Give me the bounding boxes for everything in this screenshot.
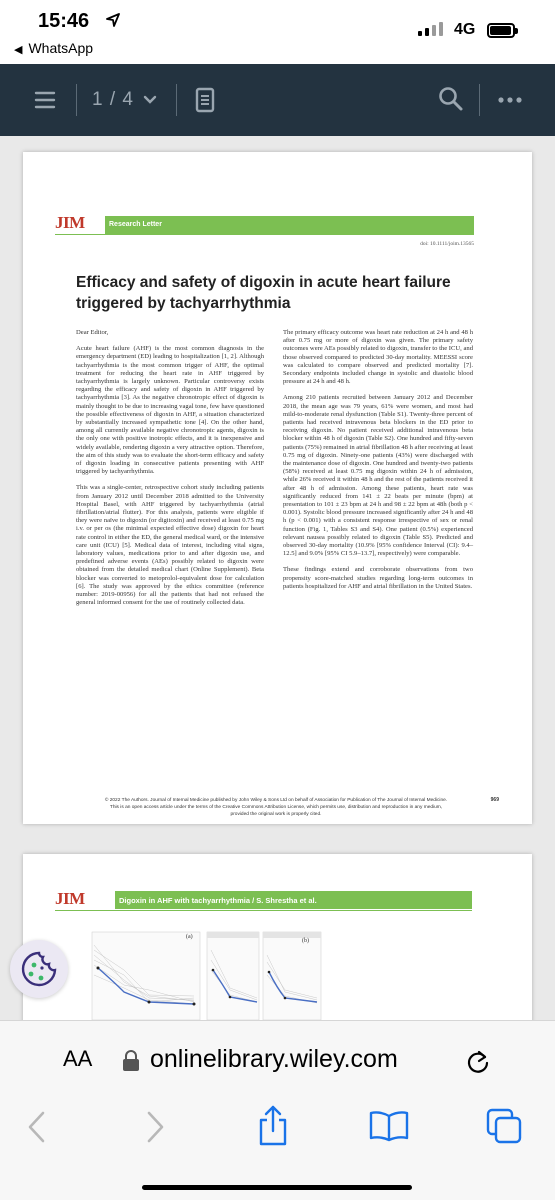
paragraph: This was a single-center, retrospective cohort study including patients from January 2012 until December 2018 admitted to the University Hospital Basel, with AHF triggered by tachyarrhythmia (atrial fibrillation/atrial flutter). For this analysis, patients were eligible if they were naïve to digoxin (or digitoxin) and received at least 0.75 mg i.v. or per os (the minimal expected effective dose) digoxin for heart rate control in either the ED, the general medical ward, or the intensive care unit (ICU) [5]. Medical data of interest, including vital signs, laboratory values, medications prior to and after digoxin use, and predefined adverse events (AEs) possibly related to digoxin were obtained from the detailed medical chart (Online Supplement). Beta blocker was converted to metoprolol-equivalent dose for calculation [6]. The study was approved by the ethics committee (reference number: 2019-00956) for all the patients that had not refused the general informed consent for the use of routinely collected data.	[76, 484, 264, 607]
paragraph: The primary efficacy outcome was heart rate reduction at 24 h and 48 h after 0.75 mg or more of digoxin was given. The primary safety outcomes were AEs possibly related to digoxin, transfer to the ICU, and those observed compared to predicted 30-day mortality. MEESSI score was calculated to compare observed and predicted mortality [7]. Secondary endpoints included change in systolic and diastolic blood pressure at 24 h and 48 h.	[283, 329, 473, 386]
forward-icon[interactable]	[144, 1110, 166, 1144]
tabs-icon[interactable]	[486, 1108, 522, 1144]
banner-rule	[55, 910, 472, 911]
home-indicator	[142, 1185, 412, 1190]
search-icon[interactable]	[438, 86, 464, 112]
left-column	[76, 329, 264, 616]
doi: doi: 10.1111/joim.13565	[420, 241, 474, 247]
panel-b-label: (b)	[302, 938, 309, 944]
network-type: 4G	[454, 21, 476, 38]
paragraph: Acute heart failure (AHF) is the most common diagnosis in the emergency department (ED) leading to hospitalization [1, 2]. Although tachyarrhythmia is the most common trigger of AHF, the optimal treatment for reducing the heart rate in AHF triggered by tachyarrhythmia is largely unknown. Particular controversy exists regarding the efficacy and safety of digoxin in AHF triggered by tachyarrhythmia [3]. As the negative chronotropic effect of digoxin is mainly thought to be due to increasing vagal tone, few have questioned the possible effectiveness of digoxin in AHF, a situation characterized by substantially increased sympathetic tone [4]. On the other hand, among all currently available negative chronotropic agents, digoxin is the only one with positive inotropic effects, and it is inexpensive and widely available, rendering digoxin a very attractive option. Therefore, the aim of this study was to evaluate the short-term efficacy and safety of digoxin loading in consecutive patients presenting with AHF triggered by tachyarrhythmia.	[76, 345, 264, 476]
menu-icon[interactable]	[34, 89, 56, 111]
toolbar-divider	[76, 84, 77, 116]
lock-icon	[121, 1049, 141, 1073]
more-icon[interactable]	[498, 96, 522, 104]
page-indicator[interactable]: 1 / 4	[92, 89, 134, 110]
clock: 15:46	[38, 10, 90, 32]
reload-icon[interactable]	[466, 1048, 490, 1074]
section-banner: Research Letter	[105, 216, 474, 234]
panel-a-label: (a)	[186, 934, 193, 940]
back-to-app-link[interactable]: ◀ WhatsApp	[14, 40, 94, 56]
bookmarks-icon[interactable]	[368, 1110, 410, 1142]
paragraph: Dear Editor,	[76, 329, 109, 336]
figure-panel-a	[84, 930, 202, 1020]
battery-icon	[487, 23, 515, 38]
article-title: Efficacy and safety of digoxin in acute heart failure triggered by tachyarrhythmia	[76, 274, 451, 312]
running-header: Digoxin in AHF with tachyarrhythmia / S. Shrestha et al.	[115, 891, 472, 909]
document-icon[interactable]	[195, 87, 215, 113]
reader-options-button[interactable]: AA	[63, 1046, 93, 1071]
paragraph: Among 210 patients recruited between January 2012 and December 2018, the mean age was 79 years, 61% were women, and most had mild-to-moderate renal dysfunction (Table S1). Twenty-three percent of patients had received intravenous beta blockers in the ED prior to receiving digoxin. No patient received additional intravenous beta blocker within 48 h of digoxin (Table S2). One hundred and fifty-seven patients (75%) remained in atrial fibrillation 48 h after receiving at least 0.75 mg of digoxin. Ninety-one patients (43%) were discharged with the maintenance dose of digoxin. One hundred and twenty-two patients (58%) received at least 0.75 mg digoxin within 24 h of admission, while 26% received it within 48 h and the rest of the patients received it after 48 h of admission. Among these patients, heart rate was significantly reduced from 141 ± 22 beats per minute (bpm) at presentation to 101 ± 23 bpm at 24 h and 98 ± 22 bpm at 48h (both p < 0.001). Systolic blood pressure increased significantly after 24 h and 48 h (p < 0.001) with a consistent response irrespective of sex or renal function (Fig. 1, Tables S3 and S4). One patient (0.5%) experienced relevant nausea possibly related to digoxin (Table S5). Predicted and observed 30-day mortality (10.9% [95% confidence Interval (CI): 9.4–12.5] and 9.0% [95% CI 5.9–13.7], respectively) were comparable.	[283, 394, 473, 558]
chevron-down-icon[interactable]	[143, 95, 157, 105]
toolbar-divider	[479, 84, 480, 116]
pdf-toolbar	[0, 64, 555, 136]
banner-rule	[55, 234, 474, 235]
right-column	[283, 329, 473, 599]
paragraph: These findings extend and corroborate observations from two propensity score-matched studies regarding long-term outcomes in patients hospitalized for AHF and atrial fibrillation in the United States.	[283, 566, 473, 590]
copyright-footer: © 2022 The Authors. Journal of Internal Medicine published by John Wiley & Sons Ltd on behalf of Association for Publication of The Journal of Internal Medicine. This is an open access article under the terms of the Creative Commons Attribution License, which permits use, distribution and reproduction in any medium, provided the original work is properly cited.	[104, 798, 448, 817]
location-arrow-icon	[106, 13, 120, 27]
cookie-settings-button[interactable]	[10, 940, 68, 998]
page-number: 969	[490, 797, 499, 803]
back-triangle-icon: ◀	[14, 44, 23, 56]
toolbar-divider	[176, 84, 177, 116]
journal-logo: JIM	[55, 889, 85, 908]
share-icon[interactable]	[257, 1104, 289, 1146]
journal-logo: JIM	[55, 213, 85, 232]
cookie-icon	[10, 940, 68, 998]
signal-icon	[418, 22, 443, 36]
url-field[interactable]: onlinelibrary.wiley.com	[150, 1045, 398, 1073]
back-icon[interactable]	[26, 1110, 48, 1144]
